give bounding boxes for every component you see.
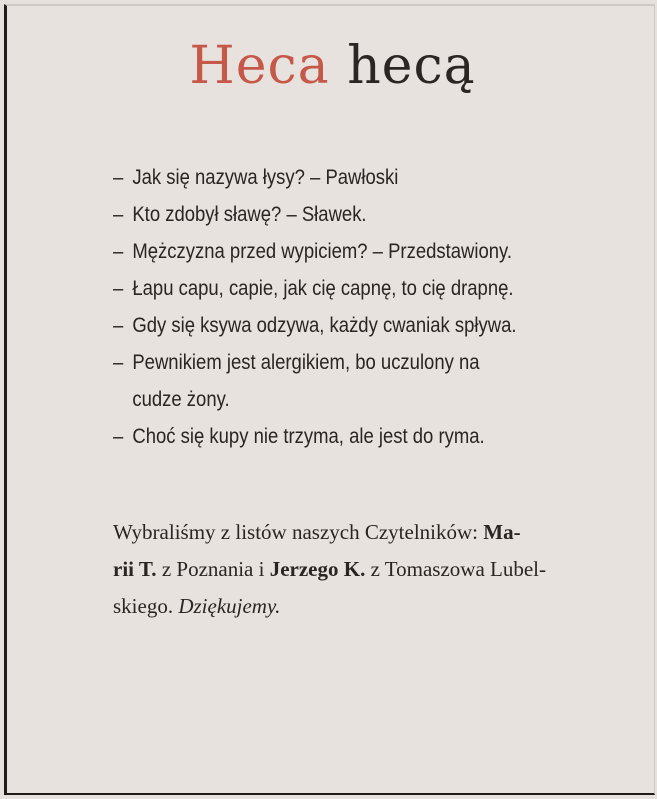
- joke-line-continuation: [113, 381, 579, 418]
- joke-line: [113, 196, 579, 233]
- dash: –: [113, 314, 124, 337]
- dash: –: [113, 240, 124, 263]
- credits-line: [113, 588, 633, 625]
- joke-text: Pewnikiem jest alergikiem, bo uczulony na: [132, 351, 480, 374]
- jokes-list: [113, 159, 579, 455]
- joke-text: Choć się kupy nie trzyma, ale jest do ryma.: [132, 425, 485, 448]
- joke-text: Kto zdobył sławę? – Sławek.: [132, 203, 367, 226]
- joke-line: [113, 233, 579, 270]
- joke-line: [113, 307, 579, 344]
- credits-name: Ma-: [483, 520, 521, 544]
- dash: –: [113, 203, 124, 226]
- joke-line: [113, 270, 579, 307]
- joke-text: Mężczyzna przed wypiciem? – Przedstawiony.: [132, 240, 513, 263]
- credits-text: z Tomaszowa Lubel-: [365, 557, 546, 581]
- joke-line: [113, 159, 579, 196]
- credits-text: Wybraliśmy z listów naszych Czytelników:: [113, 520, 484, 544]
- credits-name: rii T.: [113, 557, 157, 581]
- credits-name: Jerzego K.: [269, 557, 366, 581]
- credits-text: z Poznania i: [156, 557, 270, 581]
- joke-text: cudze żony.: [132, 388, 230, 411]
- dash: –: [113, 166, 124, 189]
- credits-line: [113, 514, 633, 551]
- joke-line: [113, 418, 579, 455]
- credits-paragraph: [113, 514, 633, 625]
- thanks-text: Dziękujemy.: [178, 594, 281, 618]
- title-word-red: Heca: [189, 36, 330, 96]
- dash: –: [113, 277, 124, 300]
- dash: –: [113, 351, 124, 374]
- credits-line: [113, 551, 633, 588]
- article-title: [7, 36, 657, 96]
- joke-text: Łapu capu, capie, jak cię capnę, to cię drapnę.: [132, 277, 514, 300]
- joke-text: Gdy się ksywa odzywa, każdy cwaniak spływa.: [132, 314, 517, 337]
- dash: –: [113, 425, 124, 448]
- title-word-dark: hecą: [347, 36, 476, 96]
- article-box: [4, 4, 655, 795]
- credits-text: skiego.: [113, 594, 179, 618]
- joke-text: Jak się nazywa łysy? – Pawłoski: [132, 166, 399, 189]
- joke-line: [113, 344, 579, 381]
